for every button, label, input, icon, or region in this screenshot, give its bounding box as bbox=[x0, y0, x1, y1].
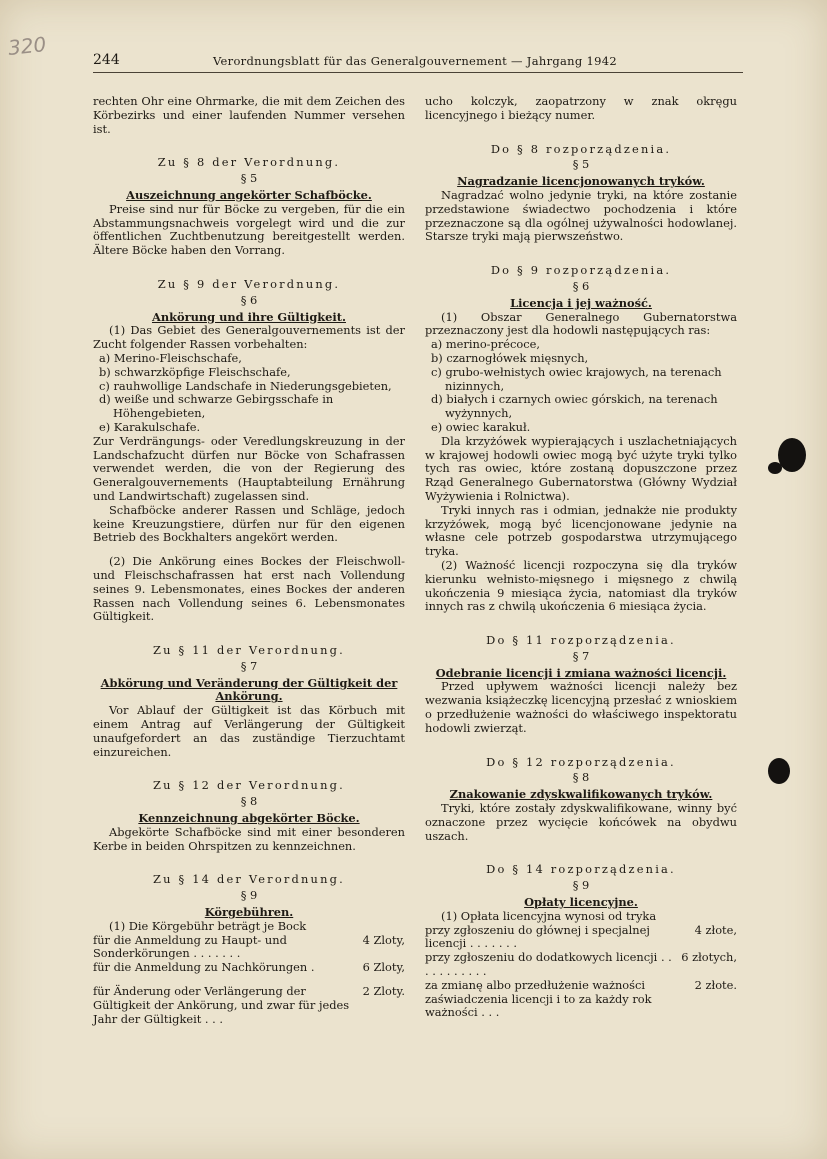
section-ref: Zu § 11 der Verordnung. bbox=[153, 643, 345, 658]
section-text: Tryki innych ras i odmian, jednakże nie produkty krzyżówek, mogą być licencjonowane jedynie na własne cele potrzeb gospodarstwa utrzymującego tryka. bbox=[425, 502, 737, 559]
fee-label: przy zgłoszeniu do głównej i specjalnej licencji . . . . . . . bbox=[425, 922, 650, 951]
list-item: a) Merino-Fleischschafe, bbox=[99, 350, 242, 365]
german-column bbox=[93, 95, 405, 1026]
fee-row bbox=[93, 985, 405, 1026]
list-item: b) schwarzköpfige Fleischschafe, bbox=[99, 364, 291, 379]
section-title: Auszeichnung angekörter Schafböcke. bbox=[126, 187, 372, 202]
running-title: Verordnungsblatt für das Generalgouvernement — Jahrgang 1942 bbox=[213, 54, 617, 68]
section-title: Kennzeichnung abgekörter Böcke. bbox=[138, 811, 360, 826]
fee-row bbox=[425, 924, 737, 952]
list-item: e) Karakulschafe. bbox=[99, 419, 201, 434]
list-item: b) czarnogłówek mięsnych, bbox=[431, 350, 589, 365]
section-number: § 5 bbox=[240, 171, 258, 186]
list-item: d) białych i czarnych owiec górskich, na terenach wyżynnych, bbox=[431, 392, 718, 421]
list-item: e) owiec karakuł. bbox=[431, 419, 531, 434]
section-text: (2) Ważność licencji rozpoczyna się dla tryków kierunku wełnisto-mięsnego i mięsnego z chwilą ukończenia 9 miesiąca życia, natomiast dla tryków innych ras z chwilą ukończenia 6 miesiąca życia. bbox=[425, 557, 737, 614]
section-text: Przed upływem ważności licencji należy bez wezwania książeczkę licencyjną przesłać z wnioskiem o przedłużenie ważności do właściwego inspektoratu hodowli zwierząt. bbox=[425, 679, 737, 735]
section-number: § 8 bbox=[572, 770, 590, 785]
ink-blot bbox=[768, 758, 790, 784]
header-rule bbox=[93, 72, 743, 73]
fee-row bbox=[93, 961, 405, 975]
fee-amount: 4 złote, bbox=[694, 922, 737, 937]
fee-row bbox=[425, 951, 737, 979]
section-text: Vor Ablauf der Gültigkeit ist das Körbuch mit einem Antrag auf Verlängerung der Gültigkeit unaufgefordert an das zuständige Tierzuchtamt einzureichen. bbox=[93, 703, 405, 759]
section-text: (1) Die Körgebühr beträgt je Bock bbox=[109, 918, 307, 933]
fee-label: für Änderung oder Verlängerung der Gültigkeit der Ankörung, und zwar für jedes Jahr der Gültigkeit . . . bbox=[93, 984, 350, 1026]
section-number: § 7 bbox=[572, 648, 590, 663]
section-text: (1) Opłata licencyjna wynosi od tryka bbox=[441, 908, 657, 923]
section-number: § 7 bbox=[240, 658, 258, 673]
section-title: Abkörung und Veränderung der Gültigkeit der Ankörung. bbox=[100, 675, 398, 704]
section-title: Nagradzanie licencjonowanych tryków. bbox=[457, 174, 705, 189]
section-title: Licencja i jej ważność. bbox=[510, 295, 652, 310]
section-title: Körgebühren. bbox=[204, 905, 294, 920]
section-title: Ankörung und ihre Gültigkeit. bbox=[151, 309, 346, 324]
section-ref: Zu § 14 der Verordnung. bbox=[153, 872, 345, 887]
section-number: § 8 bbox=[240, 794, 258, 809]
fee-amount: 2 złote. bbox=[694, 977, 737, 992]
ink-blot bbox=[778, 438, 806, 472]
fee-row bbox=[93, 934, 405, 962]
section-ref: Do § 9 rozporządzenia. bbox=[490, 263, 672, 278]
section-text: (1) Das Gebiet des Generalgouvernements ist der Zucht folgender Rassen vorbehalten: bbox=[93, 323, 405, 352]
section-text: (2) Die Ankörung eines Bockes der Fleischwoll- und Fleischschafrassen hat erst nach Vollendung seines 9. Lebensmonates, eines Bockes der anderen Rassen nach Vollendung seines 6. Lebensmonates Gültigkeit. bbox=[93, 554, 405, 624]
list-item: c) grubo-wełnistych owiec krajowych, na terenach nizinnych, bbox=[431, 364, 722, 393]
pencil-mark: 320 bbox=[6, 32, 48, 60]
section-text: Schafböcke anderer Rassen und Schläge, jedoch keine Kreuzungstiere, dürfen nur für den eigenen Betrieb des Bockhalters angekört werden. bbox=[93, 502, 405, 545]
section-number: § 5 bbox=[572, 157, 590, 172]
section-ref: Zu § 9 der Verordnung. bbox=[157, 276, 341, 291]
list-item: a) merino-précoce, bbox=[431, 337, 540, 352]
fee-label: przy zgłoszeniu do dodatkowych licencji . . . . . . . . . . . bbox=[425, 950, 672, 979]
section-text: Abgekörte Schafböcke sind mit einer besonderen Kerbe in beiden Ohrspitzen zu kennzeichnen. bbox=[93, 824, 405, 853]
list-item: d) weiße und schwarze Gebirgsschafe in Höhengebieten, bbox=[99, 392, 334, 421]
section-ref: Do § 14 rozporządzenia. bbox=[486, 862, 676, 877]
section-ref: Do § 8 rozporządzenia. bbox=[490, 141, 672, 156]
fee-label: für die Anmeldung zu Haupt- und Sonderkörungen . . . . . . . bbox=[93, 932, 287, 961]
section-title: Opłaty licencyjne. bbox=[524, 895, 638, 910]
section-ref: Do § 12 rozporządzenia. bbox=[486, 754, 676, 769]
fee-label: für die Anmeldung zu Nachkörungen . bbox=[93, 960, 315, 975]
intro-text: rechten Ohr eine Ohrmarke, die mit dem Zeichen des Körbezirks und einer laufenden Nummer versehen ist. bbox=[93, 94, 405, 136]
page-header bbox=[93, 52, 743, 70]
section-text: Preise sind nur für Böcke zu vergeben, für die ein Abstammungsnachweis vorgelegt wird und die zur öffentlichen Zuchtbenutzung bereitgestellt werden. Ältere Böcke haben den Vorrang. bbox=[93, 201, 405, 258]
section-ref: Zu § 12 der Verordnung. bbox=[153, 778, 345, 793]
section-text: Tryki, które zostały zdyskwalifikowane, winny być oznaczone przez wycięcie końcówek na obydwu uszach. bbox=[425, 801, 737, 843]
section-ref: Zu § 8 der Verordnung. bbox=[157, 155, 341, 170]
section-text: Dla krzyżówek wypierających i uszlachetniających w krajowej hodowli owiec mogą być użyte tryki tylko tych ras owiec, które zostaną dopuszczone przez Rząd Generalnego Gubernatorstwa (Główny Wydział Wyżywienia i Rolnictwa). bbox=[425, 433, 737, 503]
section-ref: Do § 11 rozporządzenia. bbox=[486, 633, 676, 648]
fee-amount: 6 złotych, bbox=[681, 950, 737, 965]
section-title: Odebranie licencji i zmiana ważności licencji. bbox=[435, 665, 727, 680]
section-number: § 6 bbox=[240, 292, 258, 307]
section-number: § 6 bbox=[572, 278, 590, 293]
fee-row bbox=[425, 979, 737, 1020]
page-number: 244 bbox=[93, 52, 120, 68]
section-title: Znakowanie zdyskwalifikowanych tryków. bbox=[449, 787, 713, 802]
list-item: c) rauhwollige Landschafe in Niederungsgebieten, bbox=[99, 378, 392, 393]
section-number: § 9 bbox=[572, 878, 590, 893]
fee-label: za zmianę albo przedłużenie ważności zaświadczenia licencji i to za każdy rok ważności . . . bbox=[425, 977, 652, 1020]
fee-amount: 4 Zloty, bbox=[362, 932, 405, 947]
fee-amount: 2 Zloty. bbox=[362, 984, 405, 999]
intro-text: ucho kolczyk, zaopatrzony w znak okręgu licencyjnego i bieżący numer. bbox=[425, 94, 737, 122]
fee-amount: 6 Zloty, bbox=[362, 960, 405, 975]
section-text: (1) Obszar Generalnego Gubernatorstwa przeznaczony jest dla hodowli następujących ras: bbox=[425, 309, 737, 338]
section-number: § 9 bbox=[240, 888, 258, 903]
section-text: Nagradzać wolno jedynie tryki, na które zostanie przedstawione świadectwo pochodzenia i które przeznaczone są dla ogólnej używalności hodowlanej. Starsze tryki mają pierwszeństwo. bbox=[425, 187, 737, 244]
polish-column bbox=[425, 95, 737, 1020]
ink-blot bbox=[768, 462, 782, 474]
section-text: Zur Verdrängungs- oder Veredlungskreuzung in der Landschafzucht dürfen nur Böcke von Schafrassen verwendet werden, die von der Regierung des Generalgouvernements (Hauptabteilung Ernährung und Landwirtschaft) zugelassen sind. bbox=[93, 433, 405, 503]
